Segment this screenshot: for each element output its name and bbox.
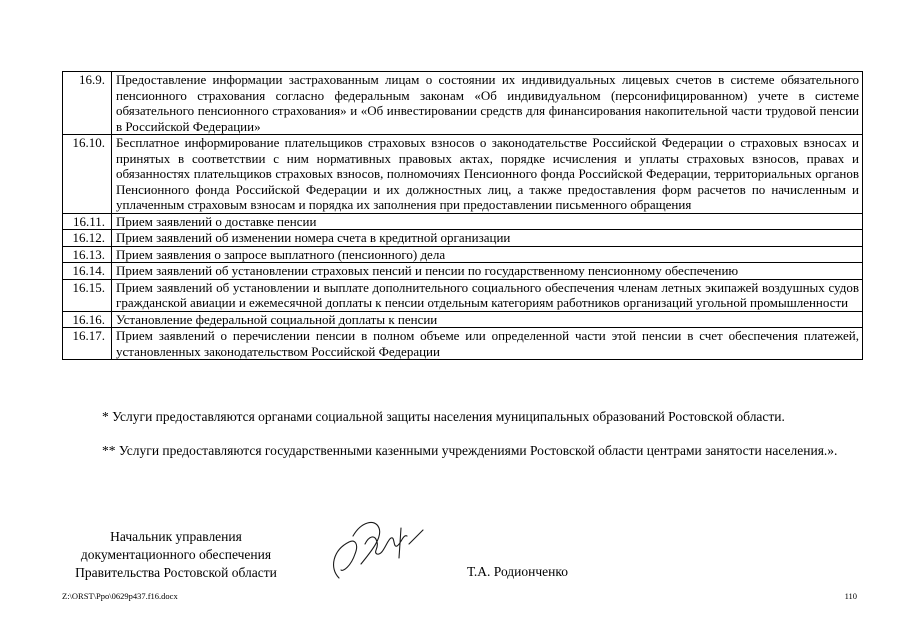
table-row <box>63 72 863 135</box>
signatory-title-line: Начальник управления <box>110 529 242 544</box>
row-text: Прием заявлений о доставке пенсии <box>112 213 863 230</box>
row-text: Бесплатное информирование плательщиков страховых взносов о законодательстве Российской Федерации о страховых взносах и принятых в соответствии с ним нормативных правовых актах, порядке исчисления и уплаты страховых взносов, правах и обязанностях плательщиков страховых взносов, полномочиях Пенсионного фонда Российской Федерации, территориальных органов Пенсионного фонда Российской Федерации и их должностных лиц, а также предоставления форм расчетов по начисленным и уплаченным страховым взносам и порядка их заполнения при предоставлении письменного обращения <box>112 135 863 214</box>
row-number: 16.16. <box>63 311 112 328</box>
row-number: 16.17. <box>63 328 112 360</box>
row-text: Прием заявлений об изменении номера счета в кредитной организации <box>112 230 863 247</box>
table-row <box>63 135 863 214</box>
row-text: Установление федеральной социальной доплаты к пенсии <box>112 311 863 328</box>
signatory-title-line: Правительства Ростовской области <box>75 565 277 580</box>
page-number: 110 <box>844 591 857 601</box>
services-table-body <box>63 72 863 360</box>
row-text: Прием заявлений об установлении и выплате дополнительного социального обеспечения членам летных экипажей воздушных судов гражданской авиации и ежемесячной доплаты к пенсии отдельным категориям работников организаций угольной промышленности <box>112 279 863 311</box>
footer-file-path: Z:\ORST\Ppo\0629p437.f16.docx <box>62 591 178 601</box>
row-number: 16.12. <box>63 230 112 247</box>
row-number: 16.13. <box>63 246 112 263</box>
signatory-name: Т.А. Родионченко <box>467 564 568 579</box>
row-number: 16.14. <box>63 263 112 280</box>
row-number: 16.10. <box>63 135 112 214</box>
row-text: Прием заявлений о перечислении пенсии в полном объеме или определенной части этой пенсии в счет обеспечения платежей, установленных законодательством Российской Федерации <box>112 328 863 360</box>
row-text: Прием заявления о запросе выплатного (пенсионного) дела <box>112 246 863 263</box>
table-row <box>63 328 863 360</box>
services-table <box>62 71 863 360</box>
footnote-employment-centers: ** Услуги предоставляются государственными казенными учреждениями Ростовской области центрами занятости населения.». <box>102 443 838 458</box>
row-text: Предоставление информации застрахованным лицам о состоянии их индивидуальных лицевых счетов в системе обязательного пенсионного страхования согласно федеральным законам «Об индивидуальном (персонифицированном) учете в системе обязательного пенсионного страхования» и «Об инвестировании средств для финансирования накопительной части трудовой пенсии в Российской Федерации» <box>112 72 863 135</box>
table-row <box>63 263 863 280</box>
table-row <box>63 213 863 230</box>
signatory-title <box>60 528 292 582</box>
footnote-social-protection: * Услуги предоставляются органами социальной защиты населения муниципальных образований Ростовской области. <box>102 409 785 424</box>
row-number: 16.15. <box>63 279 112 311</box>
table-row <box>63 311 863 328</box>
row-number: 16.9. <box>63 72 112 135</box>
row-text: Прием заявлений об установлении страховых пенсий и пенсии по государственному пенсионному обеспечению <box>112 263 863 280</box>
table-row <box>63 230 863 247</box>
row-number: 16.11. <box>63 213 112 230</box>
table-row <box>63 279 863 311</box>
table-row <box>63 246 863 263</box>
handwritten-signature <box>325 514 435 586</box>
signatory-title-line: документационного обеспечения <box>80 547 272 562</box>
